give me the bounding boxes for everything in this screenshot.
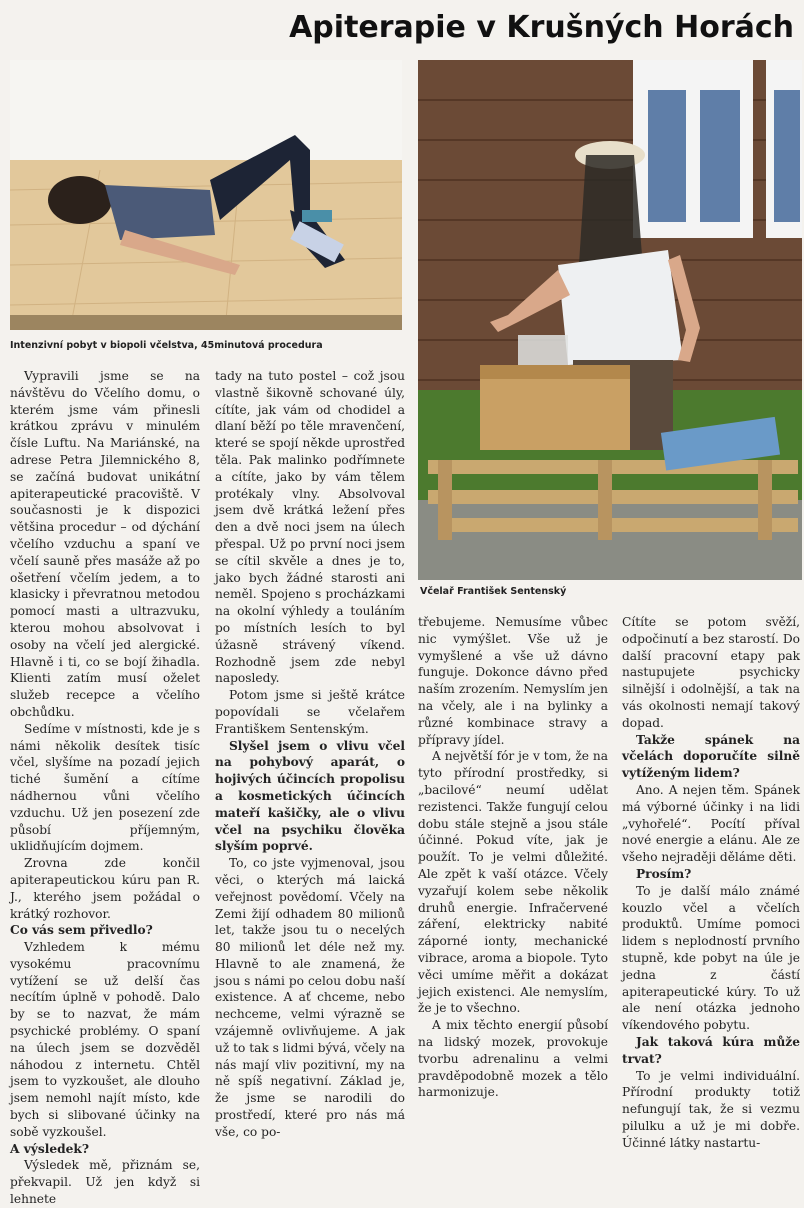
paragraph: Výsledek mě, přiznám se, překvapil. Už jen když si lehnete	[10, 1158, 200, 1207]
paragraph: Ano. A nejen těm. Spánek má výborné účinky i na lidi „vyhořelé“. Pocítí příval nové energie a elánu. Ale ze všeho nejraději děláme děti.	[622, 782, 800, 865]
paragraph: Vzhledem k mému vysokému pracovnímu vytížení se už delší čas necítím úplně v pohodě. Dalo by se to nazvat, že mám psychické problémy. O spaní na úlech jsem se dozvěděl náhodou z internetu. Chtěl jsem to vyzkoušet, ale dlouho jsem nemohl najít místo, kde bych si slibované účinky na sobě vyzkoušel.	[10, 940, 200, 1139]
question-heading: Slyšel jsem o vlivu včel na pohybový aparát, o hojivých účincích propolisu a kosmetických účincích mateří kašičky, ale o vlivu včel na psychiku člověka slyším poprvé.	[215, 738, 405, 854]
question-heading: Jak taková kúra může trvat?	[622, 1034, 800, 1066]
paragraph: třebujeme. Nemusíme vůbec nic vymýšlet. Vše už je vymyšlené a vše už dávno funguje. Dokonce dávno před naším zrozením. Nemyslím jen na včely, ale i na bylinky a různé kombinace stravy a přípravy jídel.	[418, 615, 608, 747]
paragraph: A největší fór je v tom, že na tyto přírodní prostředky, si „bacilové“ neumí udělat rezistenci. Takže fungují celou dobu stále stejně a jsou stále účinné. Pokud víte, jak je použít. To je velmi důležité. Ale zpět k vaší otázce. Včely vyzařují kolem sebe několik druhů energie. Infračervené záření, elektricky nabité záporné ionty, mechanické vibrace, aroma a biopole. Tyto věci umíme měřit a dokázat jejich existenci. Ale nemyslím, že je to všechno.	[418, 749, 608, 1016]
paragraph: Potom jsme si ještě krátce popovídali se včelařem Františkem Sentenským.	[215, 688, 405, 736]
photo-biopole-procedure	[10, 60, 402, 330]
paragraph: Vypravili jsme se na návštěvu do Včelího domu, o kterém jsme vám přinesli krátkou zprávu v minulém čísle Luftu. Na Mariánské, na adrese Petra Jilemnického 8, se začíná budovat unikátní apiterapeutické pracoviště. V současnosti je k dispozici většina procedur – od dýchání včelího vzduchu a spaní ve včelí sauně přes masáže až po ošetření včelím jedem, a to klasicky i převratnou metodou pomocí masti a ultrazvuku, kterou mohou absolvovat i osoby na včelí jed alergické. Hlavně i ti, co se bojí žihadla. Klienti zatím musí oželet služeb recepce a včelího obchůdku.	[10, 369, 200, 719]
paragraph: Sedíme v místnosti, kde je s námi několik desítek tisíc včel, slyšíme na pozadí jejich tiché šumění a cítíme nádhernou vůni včelího vzduchu. Už jen posezení zde působí příjemným, uklidňujícím dojmem.	[10, 721, 200, 854]
question-heading: A výsledek?	[10, 1141, 89, 1156]
article-title: Apiterapie v Krušných Horách	[289, 10, 794, 45]
paragraph: To je další málo známé kouzlo včel a včelích produktů. Umíme pomoci lidem s neplodností prvního stupně, kde pobyt na úle je jedna z částí apiterapeutické kúry. To už ale není otázka jednoho víkendového pobytu.	[622, 883, 800, 1033]
paragraph: tady na tuto postel – což jsou vlastně šikovně schované úly, cítíte, jak vám od chodidel a dlaní běží po těle mravenčení, které se spojí někde uprostřed těla. Pak malinko podřímnete a cítíte, jako by vám tělem protékaly vlny. Absolvoval jsem dvě krátká ležení přes den a dvě noci jsem na úlech přespal. Už po první noci jsem se cítil skvěle a dnes je to, jako bych žádné starosti ani neměl. Spojeno s procházkami na okolní výhledy a touláním po místních lesích to byl úžasně strávený víkend. Rozhodně jsem zde nebyl naposledy.	[215, 369, 405, 686]
paragraph: Zrovna zde končil apiterapeutickou kúru pan R. J., kterého jsem požádal o krátký rozhovor.	[10, 856, 200, 921]
photo-illustration-1	[10, 60, 402, 330]
question-heading: Co vás sem přivedlo?	[10, 923, 153, 938]
photo-illustration-2	[418, 60, 802, 580]
question-heading: Prosím?	[636, 866, 692, 881]
paragraph: To, co jste vyjmenoval, jsou věci, o kterých má laická veřejnost povědomí. Včely na Zemi žijí odhadem 80 milionů let, takže jsou tu o necelých 80 milionů let déle než my. Hlavně to ale znamená, že jsou s námi po celou dobu naší existence. A ať chceme, nebo nechceme, velmi výrazně se vzájemně ovlivňujeme. A jak už to tak s lidmi bývá, včely na nás mají vliv pozitivní, my na ně spíš negativní. Základ je, že jsme se narodili do prostředí, které pro nás má vše, co po-	[215, 856, 406, 1139]
article-column-2	[215, 368, 405, 1141]
photo2-caption: Včelař František Sentenský	[420, 586, 567, 597]
question-heading: Takže spánek na včelách doporučíte silně vytíženým lidem?	[622, 732, 800, 781]
paragraph: A mix těchto energií působí na lidský mozek, provokuje tvorbu adrenalinu a velmi pravděpodobně mozek a tělo harmonizuje.	[418, 1018, 608, 1100]
paragraph: To je velmi individuální. Přírodní produkty totiž nefungují tak, že si vezmu pilulku a už je mi dobře. Účinné látky nastartu-	[622, 1068, 800, 1150]
paragraph: Cítíte se potom svěží, odpočinutí a bez starostí. Do další pracovní etapy pak nastupujete psychicky silnější i odolnější, a tak na vás okolnosti nemají takový dopad.	[622, 615, 800, 730]
photo-beekeeper	[418, 60, 802, 580]
article-column-1	[10, 368, 200, 1208]
article-column-3	[418, 614, 608, 1101]
article-column-4	[622, 614, 800, 1152]
photo1-caption: Intenzivní pobyt v biopoli včelstva, 45minutová procedura	[10, 340, 323, 351]
